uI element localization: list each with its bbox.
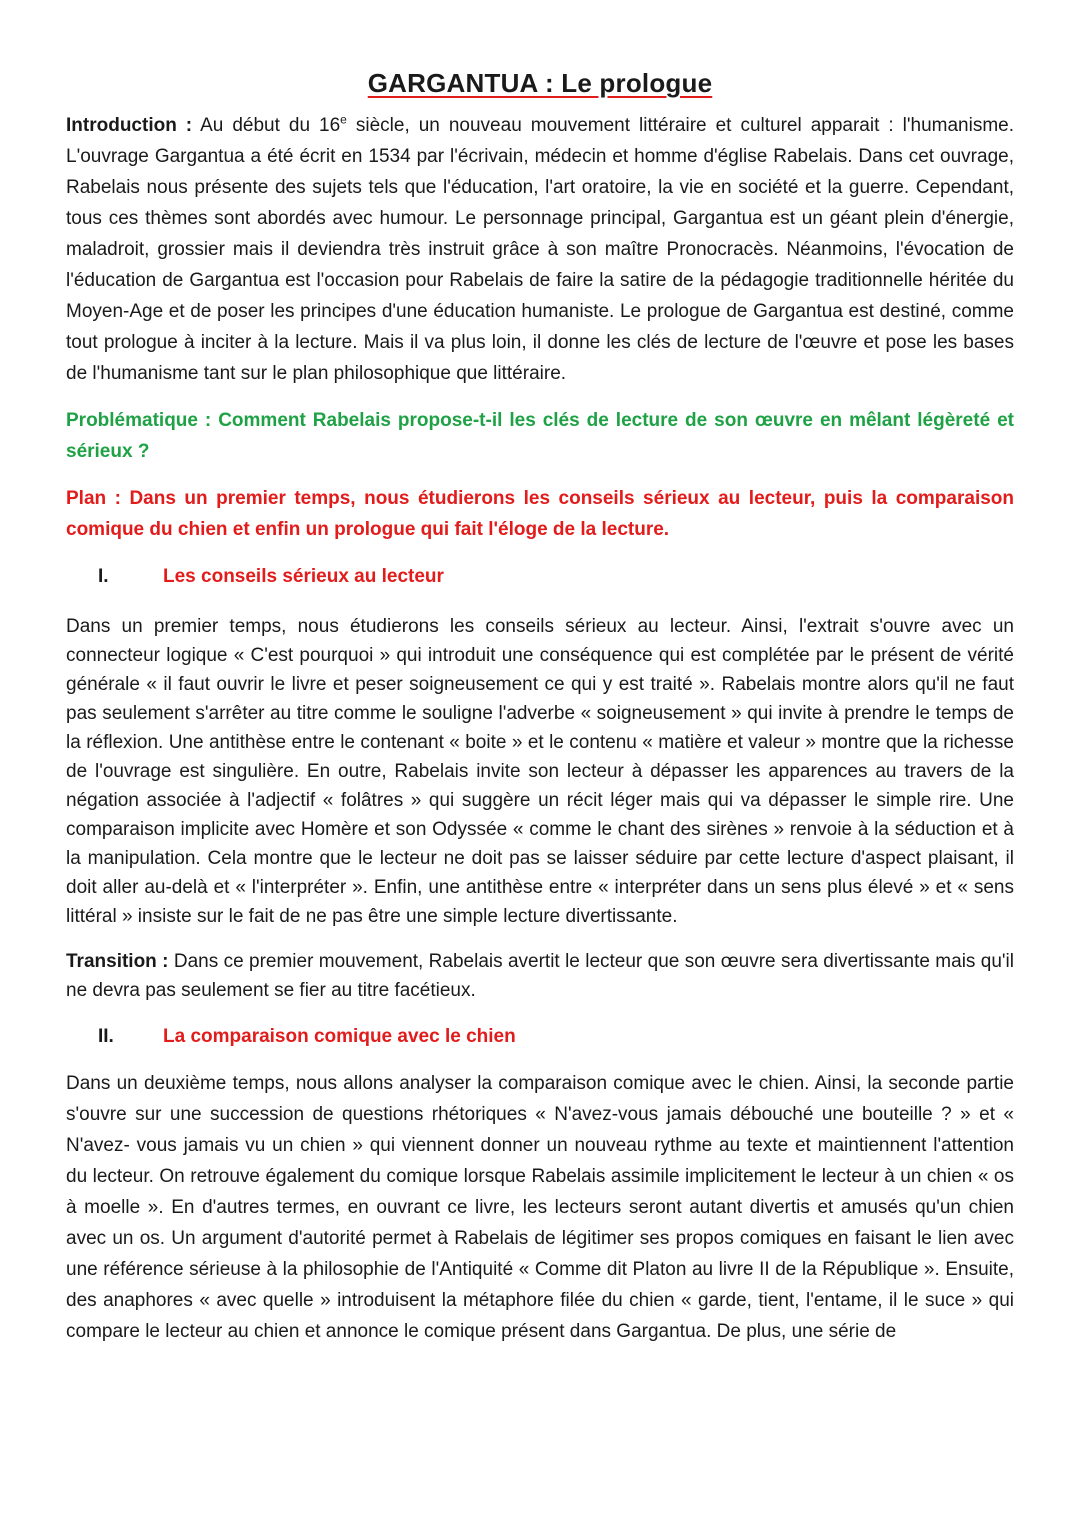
problematique-paragraph: Problématique : Comment Rabelais propose-t-il les clés de lecture de son œuvre en mêlant légèreté et sérieux ? [66, 410, 1014, 462]
transition-text: Dans ce premier mouvement, Rabelais avertit le lecteur que son œuvre sera divertissante mais qu'il ne devra pas seulement se fier au titre facétieux. [66, 951, 1014, 1001]
section-heading-1 [66, 561, 1014, 592]
part2-paragraph: Dans un deuxième temps, nous allons analyser la comparaison comique avec le chien. Ainsi, la seconde partie s'ouvre sur une succession de questions rhétoriques « N'avez-vous jamais débouché une bouteille ? » et « N'avez- vous jamais vu un chien » qui viennent donner un nouveau rythme au texte et maintiennent l'attention du lecteur. On retrouve également du comique lorsque Rabelais assimile implicitement le lecteur à un chien « os à moelle ». En d'autres termes, en ouvrant ce livre, les lecteurs seront autant divertis et amusés qu'un chien avec un os. Un argument d'autorité permet à Rabelais de légitimer ses propos comiques en faisant le lien avec une référence sérieuse à la philosophie de l'Antiquité « Comme dit Platon au livre II de la République ». Ensuite, des anaphores « avec quelle » introduisent la métaphore filée du chien « garde, tient, l'entame, il le suce » qui compare le lecteur au chien et annonce le comique présent dans Gargantua. De plus, une série de [66, 1073, 1014, 1342]
part1-paragraph: Dans un premier temps, nous étudierons les conseils sérieux au lecteur. Ainsi, l'extrait s'ouvre avec un connecteur logique « C'est pourquoi » qui introduit une conséquence qui est complétée par le présent de vérité générale « il faut ouvrir le livre et peser soigneusement ce qui y est traité ». Rabelais montre alors qu'il ne faut pas seulement s'arrêter au titre comme le souligne l'adverbe « soigneusement » qui invite à prendre le temps de la réflexion. Une antithèse entre le contenant « boite » et le contenu « matière et valeur » montre que la richesse de l'ouvrage est singulière. En outre, Rabelais invite son lecteur à dépasser les apparences au travers de la négation associée à l'adjectif « folâtres » qui suggère un récit léger mais qui va dépasser le simple rire. Une comparaison implicite avec Homère et son Odyssée « comme le chant des sirènes » renvoie à la séduction et à la manipulation. Cela montre que le lecteur ne doit pas se laisser séduire par cette lecture d'aspect plaisant, il doit aller au-delà et « l'interpréter ». Enfin, une antithèse entre « interpréter dans un sens plus élevé » et « sens littéral » insiste sur le fait de ne pas être une simple lecture divertissante. [66, 616, 1014, 927]
transition-label: Transition : [66, 951, 169, 972]
document-page [66, 66, 1014, 1347]
section-title-1: Les conseils sérieux au lecteur [163, 566, 444, 587]
section-title-2: La comparaison comique avec le chien [163, 1026, 516, 1047]
section-number-2: II. [98, 1026, 114, 1047]
introduction-superscript: e [340, 112, 347, 127]
transition-paragraph [66, 947, 1014, 1005]
plan-paragraph: Plan : Dans un premier temps, nous étudierons les conseils sérieux au lecteur, puis la comparaison comique du chien et enfin un prologue qui fait l'éloge de la lecture. [66, 488, 1014, 540]
section-number-1: I. [98, 566, 109, 587]
introduction-paragraph [66, 110, 1014, 389]
introduction-label: Introduction : [66, 115, 193, 136]
introduction-text: siècle, un nouveau mouvement littéraire et culturel apparait : l'humanisme. L'ouvrage Gargantua a été écrit en 1534 par l'écrivain, médecin et homme d'église Rabelais. Dans cet ouvrage, Rabelais nous présente des sujets tels que l'éducation, l'art oratoire, la vie en société et la guerre. Cependant, tous ces thèmes sont abordés avec humour. Le personnage principal, Gargantua est un géant plein d'énergie, maladroit, grossier mais il deviendra très instruit grâce à son maître Pronocracès. Néanmoins, l'évocation de l'éducation de Gargantua est l'occasion pour Rabelais de faire la satire de la pédagogie traditionnelle héritée du Moyen-Age et de poser les principes d'une éducation humaniste. Le prologue de Gargantua est destiné, comme tout prologue à inciter à la lecture. Mais il va plus loin, il donne les clés de lecture de l'œuvre et pose les bases de l'humanisme tant sur le plan philosophique que littéraire. [66, 115, 1014, 384]
introduction-text-start: Au début du 16 [192, 115, 341, 136]
section-heading-2 [66, 1021, 1014, 1052]
page-title: GARGANTUA : Le prologue [367, 68, 713, 98]
